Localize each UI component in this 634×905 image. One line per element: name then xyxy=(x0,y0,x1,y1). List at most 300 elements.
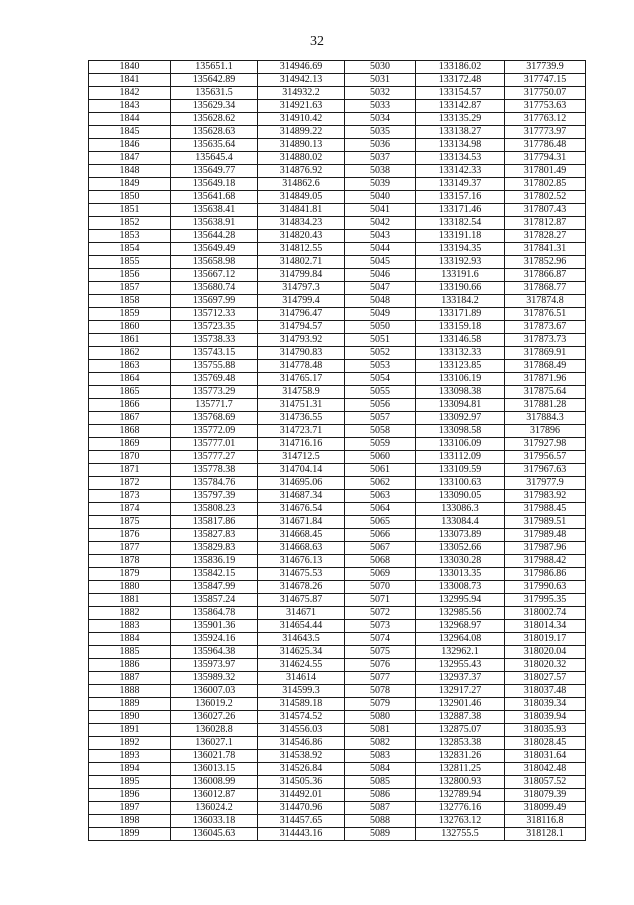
y-coordinate-cell: 318128.1 xyxy=(505,828,586,841)
point-id-cell: 5063 xyxy=(345,490,416,503)
y-coordinate-cell: 314812.55 xyxy=(258,243,345,256)
x-coordinate-cell: 135768.69 xyxy=(171,412,258,425)
point-id-cell: 1867 xyxy=(89,412,171,425)
table-row xyxy=(89,529,586,542)
point-id-cell: 5042 xyxy=(345,217,416,230)
y-coordinate-cell: 314723.71 xyxy=(258,425,345,438)
y-coordinate-cell: 317807.43 xyxy=(505,204,586,217)
table-row xyxy=(89,737,586,750)
y-coordinate-cell: 317874.8 xyxy=(505,295,586,308)
y-coordinate-cell: 314470.96 xyxy=(258,802,345,815)
y-coordinate-cell: 317956.57 xyxy=(505,451,586,464)
table-row xyxy=(89,776,586,789)
y-coordinate-cell: 317871.96 xyxy=(505,373,586,386)
point-id-cell: 1852 xyxy=(89,217,171,230)
y-coordinate-cell: 314921.63 xyxy=(258,100,345,113)
point-id-cell: 1853 xyxy=(89,230,171,243)
point-id-cell: 1871 xyxy=(89,464,171,477)
y-coordinate-cell: 317927.98 xyxy=(505,438,586,451)
y-coordinate-cell: 317967.63 xyxy=(505,464,586,477)
x-coordinate-cell: 135842.15 xyxy=(171,568,258,581)
x-coordinate-cell: 136008.99 xyxy=(171,776,258,789)
x-coordinate-cell: 135644.28 xyxy=(171,230,258,243)
point-id-cell: 1848 xyxy=(89,165,171,178)
x-coordinate-cell: 135777.27 xyxy=(171,451,258,464)
point-id-cell: 1855 xyxy=(89,256,171,269)
point-id-cell: 5070 xyxy=(345,581,416,594)
point-id-cell: 5077 xyxy=(345,672,416,685)
x-coordinate-cell: 136012.87 xyxy=(171,789,258,802)
point-id-cell: 1892 xyxy=(89,737,171,750)
point-id-cell: 1854 xyxy=(89,243,171,256)
point-id-cell: 1875 xyxy=(89,516,171,529)
point-id-cell: 5041 xyxy=(345,204,416,217)
table-row xyxy=(89,620,586,633)
x-coordinate-cell: 133013.35 xyxy=(416,568,505,581)
x-coordinate-cell: 132763.12 xyxy=(416,815,505,828)
table-row xyxy=(89,152,586,165)
point-id-cell: 1876 xyxy=(89,529,171,542)
x-coordinate-cell: 133190.66 xyxy=(416,282,505,295)
point-id-cell: 5085 xyxy=(345,776,416,789)
x-coordinate-cell: 135964.38 xyxy=(171,646,258,659)
y-coordinate-cell: 318020.04 xyxy=(505,646,586,659)
x-coordinate-cell: 132964.08 xyxy=(416,633,505,646)
point-id-cell: 5086 xyxy=(345,789,416,802)
x-coordinate-cell: 135989.32 xyxy=(171,672,258,685)
x-coordinate-cell: 135645.4 xyxy=(171,152,258,165)
y-coordinate-cell: 318037.48 xyxy=(505,685,586,698)
x-coordinate-cell: 133123.85 xyxy=(416,360,505,373)
point-id-cell: 5050 xyxy=(345,321,416,334)
x-coordinate-cell: 135784.76 xyxy=(171,477,258,490)
x-coordinate-cell: 135628.62 xyxy=(171,113,258,126)
y-coordinate-cell: 314676.13 xyxy=(258,555,345,568)
point-id-cell: 5062 xyxy=(345,477,416,490)
point-id-cell: 5068 xyxy=(345,555,416,568)
point-id-cell: 1898 xyxy=(89,815,171,828)
x-coordinate-cell: 133100.63 xyxy=(416,477,505,490)
x-coordinate-cell: 135901.36 xyxy=(171,620,258,633)
y-coordinate-cell: 314678.26 xyxy=(258,581,345,594)
table-row xyxy=(89,594,586,607)
y-coordinate-cell: 317977.9 xyxy=(505,477,586,490)
y-coordinate-cell: 314671.84 xyxy=(258,516,345,529)
x-coordinate-cell: 133132.33 xyxy=(416,347,505,360)
x-coordinate-cell: 135773.29 xyxy=(171,386,258,399)
y-coordinate-cell: 317852.96 xyxy=(505,256,586,269)
point-id-cell: 1844 xyxy=(89,113,171,126)
table-row xyxy=(89,399,586,412)
x-coordinate-cell: 136033.18 xyxy=(171,815,258,828)
point-id-cell: 5034 xyxy=(345,113,416,126)
point-id-cell: 5075 xyxy=(345,646,416,659)
y-coordinate-cell: 317873.73 xyxy=(505,334,586,347)
y-coordinate-cell: 317753.63 xyxy=(505,100,586,113)
x-coordinate-cell: 135631.5 xyxy=(171,87,258,100)
x-coordinate-cell: 135777.01 xyxy=(171,438,258,451)
x-coordinate-cell: 136013.15 xyxy=(171,763,258,776)
y-coordinate-cell: 317747.15 xyxy=(505,74,586,87)
point-id-cell: 5032 xyxy=(345,87,416,100)
point-id-cell: 5031 xyxy=(345,74,416,87)
y-coordinate-cell: 317828.27 xyxy=(505,230,586,243)
y-coordinate-cell: 317750.07 xyxy=(505,87,586,100)
table-row xyxy=(89,490,586,503)
x-coordinate-cell: 133084.4 xyxy=(416,516,505,529)
y-coordinate-cell: 314492.01 xyxy=(258,789,345,802)
point-id-cell: 5089 xyxy=(345,828,416,841)
table-row xyxy=(89,230,586,243)
x-coordinate-cell: 133052.66 xyxy=(416,542,505,555)
x-coordinate-cell: 132800.93 xyxy=(416,776,505,789)
y-coordinate-cell: 317786.48 xyxy=(505,139,586,152)
y-coordinate-cell: 314624.55 xyxy=(258,659,345,672)
point-id-cell: 1869 xyxy=(89,438,171,451)
table-row xyxy=(89,789,586,802)
point-id-cell: 1896 xyxy=(89,789,171,802)
point-id-cell: 1883 xyxy=(89,620,171,633)
y-coordinate-cell: 317794.31 xyxy=(505,152,586,165)
x-coordinate-cell: 132962.1 xyxy=(416,646,505,659)
x-coordinate-cell: 132887.38 xyxy=(416,711,505,724)
point-id-cell: 5067 xyxy=(345,542,416,555)
x-coordinate-cell: 135638.41 xyxy=(171,204,258,217)
y-coordinate-cell: 318027.57 xyxy=(505,672,586,685)
y-coordinate-cell: 318116.8 xyxy=(505,815,586,828)
x-coordinate-cell: 133154.57 xyxy=(416,87,505,100)
y-coordinate-cell: 314790.83 xyxy=(258,347,345,360)
table-row xyxy=(89,828,586,841)
point-id-cell: 1859 xyxy=(89,308,171,321)
x-coordinate-cell: 135772.09 xyxy=(171,425,258,438)
y-coordinate-cell: 314643.5 xyxy=(258,633,345,646)
y-coordinate-cell: 318031.64 xyxy=(505,750,586,763)
y-coordinate-cell: 314758.9 xyxy=(258,386,345,399)
x-coordinate-cell: 132811.25 xyxy=(416,763,505,776)
x-coordinate-cell: 135649.18 xyxy=(171,178,258,191)
y-coordinate-cell: 314765.17 xyxy=(258,373,345,386)
point-id-cell: 1877 xyxy=(89,542,171,555)
point-id-cell: 5038 xyxy=(345,165,416,178)
x-coordinate-cell: 133135.29 xyxy=(416,113,505,126)
x-coordinate-cell: 135649.49 xyxy=(171,243,258,256)
table-row xyxy=(89,243,586,256)
x-coordinate-cell: 135797.39 xyxy=(171,490,258,503)
point-id-cell: 5079 xyxy=(345,698,416,711)
y-coordinate-cell: 318020.32 xyxy=(505,659,586,672)
y-coordinate-cell: 314675.87 xyxy=(258,594,345,607)
point-id-cell: 1899 xyxy=(89,828,171,841)
x-coordinate-cell: 133142.33 xyxy=(416,165,505,178)
y-coordinate-cell: 314799.84 xyxy=(258,269,345,282)
x-coordinate-cell: 132789.94 xyxy=(416,789,505,802)
y-coordinate-cell: 317989.51 xyxy=(505,516,586,529)
table-row xyxy=(89,503,586,516)
x-coordinate-cell: 135771.7 xyxy=(171,399,258,412)
y-coordinate-cell: 314942.13 xyxy=(258,74,345,87)
point-id-cell: 5053 xyxy=(345,360,416,373)
point-id-cell: 5072 xyxy=(345,607,416,620)
table-row xyxy=(89,178,586,191)
point-id-cell: 1866 xyxy=(89,399,171,412)
x-coordinate-cell: 132901.46 xyxy=(416,698,505,711)
y-coordinate-cell: 314654.44 xyxy=(258,620,345,633)
point-id-cell: 1889 xyxy=(89,698,171,711)
x-coordinate-cell: 133086.3 xyxy=(416,503,505,516)
y-coordinate-cell: 317802.85 xyxy=(505,178,586,191)
point-id-cell: 1885 xyxy=(89,646,171,659)
table-row xyxy=(89,113,586,126)
coordinates-table xyxy=(88,60,586,841)
table-row xyxy=(89,217,586,230)
point-id-cell: 5039 xyxy=(345,178,416,191)
x-coordinate-cell: 135658.98 xyxy=(171,256,258,269)
y-coordinate-cell: 314712.5 xyxy=(258,451,345,464)
point-id-cell: 1887 xyxy=(89,672,171,685)
y-coordinate-cell: 314443.16 xyxy=(258,828,345,841)
point-id-cell: 1856 xyxy=(89,269,171,282)
point-id-cell: 5037 xyxy=(345,152,416,165)
x-coordinate-cell: 133112.09 xyxy=(416,451,505,464)
x-coordinate-cell: 133192.93 xyxy=(416,256,505,269)
y-coordinate-cell: 317802.52 xyxy=(505,191,586,204)
point-id-cell: 5057 xyxy=(345,412,416,425)
x-coordinate-cell: 135723.35 xyxy=(171,321,258,334)
point-id-cell: 5066 xyxy=(345,529,416,542)
y-coordinate-cell: 317987.96 xyxy=(505,542,586,555)
x-coordinate-cell: 133098.38 xyxy=(416,386,505,399)
table-row xyxy=(89,165,586,178)
y-coordinate-cell: 318039.94 xyxy=(505,711,586,724)
x-coordinate-cell: 133134.53 xyxy=(416,152,505,165)
x-coordinate-cell: 135629.34 xyxy=(171,100,258,113)
table-row xyxy=(89,607,586,620)
table-row xyxy=(89,451,586,464)
x-coordinate-cell: 135697.99 xyxy=(171,295,258,308)
point-id-cell: 1843 xyxy=(89,100,171,113)
x-coordinate-cell: 132755.5 xyxy=(416,828,505,841)
point-id-cell: 5040 xyxy=(345,191,416,204)
x-coordinate-cell: 135635.64 xyxy=(171,139,258,152)
table-row xyxy=(89,685,586,698)
x-coordinate-cell: 135857.24 xyxy=(171,594,258,607)
point-id-cell: 5087 xyxy=(345,802,416,815)
x-coordinate-cell: 136024.2 xyxy=(171,802,258,815)
y-coordinate-cell: 314695.06 xyxy=(258,477,345,490)
table-row xyxy=(89,698,586,711)
y-coordinate-cell: 314794.57 xyxy=(258,321,345,334)
y-coordinate-cell: 314910.42 xyxy=(258,113,345,126)
x-coordinate-cell: 133182.54 xyxy=(416,217,505,230)
point-id-cell: 5043 xyxy=(345,230,416,243)
table-row xyxy=(89,191,586,204)
y-coordinate-cell: 314799.4 xyxy=(258,295,345,308)
point-id-cell: 1895 xyxy=(89,776,171,789)
point-id-cell: 5047 xyxy=(345,282,416,295)
table-row xyxy=(89,334,586,347)
y-coordinate-cell: 317868.49 xyxy=(505,360,586,373)
table-row xyxy=(89,204,586,217)
point-id-cell: 1864 xyxy=(89,373,171,386)
point-id-cell: 1862 xyxy=(89,347,171,360)
point-id-cell: 5064 xyxy=(345,503,416,516)
point-id-cell: 1880 xyxy=(89,581,171,594)
x-coordinate-cell: 133191.6 xyxy=(416,269,505,282)
y-coordinate-cell: 314880.02 xyxy=(258,152,345,165)
point-id-cell: 1897 xyxy=(89,802,171,815)
table-row xyxy=(89,321,586,334)
point-id-cell: 1893 xyxy=(89,750,171,763)
x-coordinate-cell: 135808.23 xyxy=(171,503,258,516)
y-coordinate-cell: 318019.17 xyxy=(505,633,586,646)
point-id-cell: 5080 xyxy=(345,711,416,724)
y-coordinate-cell: 314574.52 xyxy=(258,711,345,724)
y-coordinate-cell: 314932.2 xyxy=(258,87,345,100)
point-id-cell: 1861 xyxy=(89,334,171,347)
x-coordinate-cell: 132995.94 xyxy=(416,594,505,607)
point-id-cell: 1851 xyxy=(89,204,171,217)
y-coordinate-cell: 314625.34 xyxy=(258,646,345,659)
y-coordinate-cell: 314876.92 xyxy=(258,165,345,178)
table-row xyxy=(89,633,586,646)
x-coordinate-cell: 133030.28 xyxy=(416,555,505,568)
page-number: 32 xyxy=(310,34,324,49)
table-row xyxy=(89,139,586,152)
x-coordinate-cell: 135642.89 xyxy=(171,74,258,87)
point-id-cell: 1860 xyxy=(89,321,171,334)
point-id-cell: 5044 xyxy=(345,243,416,256)
point-id-cell: 1878 xyxy=(89,555,171,568)
y-coordinate-cell: 317988.42 xyxy=(505,555,586,568)
point-id-cell: 1872 xyxy=(89,477,171,490)
x-coordinate-cell: 135836.19 xyxy=(171,555,258,568)
x-coordinate-cell: 133157.16 xyxy=(416,191,505,204)
x-coordinate-cell: 133186.02 xyxy=(416,61,505,74)
table-row xyxy=(89,87,586,100)
x-coordinate-cell: 133098.58 xyxy=(416,425,505,438)
point-id-cell: 5065 xyxy=(345,516,416,529)
x-coordinate-cell: 133159.18 xyxy=(416,321,505,334)
y-coordinate-cell: 314505.36 xyxy=(258,776,345,789)
y-coordinate-cell: 314834.23 xyxy=(258,217,345,230)
point-id-cell: 1881 xyxy=(89,594,171,607)
y-coordinate-cell: 317884.3 xyxy=(505,412,586,425)
y-coordinate-cell: 317896 xyxy=(505,425,586,438)
point-id-cell: 1840 xyxy=(89,61,171,74)
point-id-cell: 1890 xyxy=(89,711,171,724)
point-id-cell: 5054 xyxy=(345,373,416,386)
table-row xyxy=(89,347,586,360)
y-coordinate-cell: 314841.81 xyxy=(258,204,345,217)
y-coordinate-cell: 317873.67 xyxy=(505,321,586,334)
point-id-cell: 1841 xyxy=(89,74,171,87)
x-coordinate-cell: 136021.78 xyxy=(171,750,258,763)
y-coordinate-cell: 318042.48 xyxy=(505,763,586,776)
y-coordinate-cell: 317881.28 xyxy=(505,399,586,412)
point-id-cell: 1894 xyxy=(89,763,171,776)
x-coordinate-cell: 133142.87 xyxy=(416,100,505,113)
point-id-cell: 1882 xyxy=(89,607,171,620)
x-coordinate-cell: 135680.74 xyxy=(171,282,258,295)
point-id-cell: 5061 xyxy=(345,464,416,477)
y-coordinate-cell: 314668.63 xyxy=(258,542,345,555)
x-coordinate-cell: 135667.12 xyxy=(171,269,258,282)
table-row xyxy=(89,542,586,555)
point-id-cell: 1884 xyxy=(89,633,171,646)
y-coordinate-cell: 314751.31 xyxy=(258,399,345,412)
x-coordinate-cell: 133094.81 xyxy=(416,399,505,412)
x-coordinate-cell: 135817.86 xyxy=(171,516,258,529)
table-row xyxy=(89,516,586,529)
y-coordinate-cell: 318014.34 xyxy=(505,620,586,633)
x-coordinate-cell: 135829.83 xyxy=(171,542,258,555)
point-id-cell: 5058 xyxy=(345,425,416,438)
x-coordinate-cell: 135778.38 xyxy=(171,464,258,477)
y-coordinate-cell: 314862.6 xyxy=(258,178,345,191)
table-row xyxy=(89,74,586,87)
table-row xyxy=(89,672,586,685)
point-id-cell: 5049 xyxy=(345,308,416,321)
table-row xyxy=(89,425,586,438)
x-coordinate-cell: 133073.89 xyxy=(416,529,505,542)
point-id-cell: 5088 xyxy=(345,815,416,828)
point-id-cell: 5051 xyxy=(345,334,416,347)
x-coordinate-cell: 133109.59 xyxy=(416,464,505,477)
table-row xyxy=(89,581,586,594)
x-coordinate-cell: 133092.97 xyxy=(416,412,505,425)
y-coordinate-cell: 317801.49 xyxy=(505,165,586,178)
y-coordinate-cell: 317869.91 xyxy=(505,347,586,360)
y-coordinate-cell: 314849.05 xyxy=(258,191,345,204)
y-coordinate-cell: 314668.45 xyxy=(258,529,345,542)
point-id-cell: 5055 xyxy=(345,386,416,399)
x-coordinate-cell: 135924.16 xyxy=(171,633,258,646)
x-coordinate-cell: 132853.38 xyxy=(416,737,505,750)
y-coordinate-cell: 314675.53 xyxy=(258,568,345,581)
y-coordinate-cell: 317876.51 xyxy=(505,308,586,321)
point-id-cell: 5083 xyxy=(345,750,416,763)
point-id-cell: 1842 xyxy=(89,87,171,100)
x-coordinate-cell: 136028.8 xyxy=(171,724,258,737)
table-row xyxy=(89,464,586,477)
x-coordinate-cell: 135651.1 xyxy=(171,61,258,74)
x-coordinate-cell: 135743.15 xyxy=(171,347,258,360)
point-id-cell: 1847 xyxy=(89,152,171,165)
x-coordinate-cell: 133184.2 xyxy=(416,295,505,308)
x-coordinate-cell: 135641.68 xyxy=(171,191,258,204)
x-coordinate-cell: 133138.27 xyxy=(416,126,505,139)
point-id-cell: 1850 xyxy=(89,191,171,204)
y-coordinate-cell: 318028.45 xyxy=(505,737,586,750)
point-id-cell: 5071 xyxy=(345,594,416,607)
point-id-cell: 5082 xyxy=(345,737,416,750)
table-row xyxy=(89,61,586,74)
table-row xyxy=(89,256,586,269)
table-row xyxy=(89,100,586,113)
point-id-cell: 1879 xyxy=(89,568,171,581)
y-coordinate-cell: 317995.35 xyxy=(505,594,586,607)
y-coordinate-cell: 317868.77 xyxy=(505,282,586,295)
y-coordinate-cell: 317983.92 xyxy=(505,490,586,503)
x-coordinate-cell: 136019.2 xyxy=(171,698,258,711)
table-row xyxy=(89,412,586,425)
y-coordinate-cell: 317866.87 xyxy=(505,269,586,282)
y-coordinate-cell: 314796.47 xyxy=(258,308,345,321)
x-coordinate-cell: 135847.99 xyxy=(171,581,258,594)
point-id-cell: 1874 xyxy=(89,503,171,516)
point-id-cell: 5056 xyxy=(345,399,416,412)
